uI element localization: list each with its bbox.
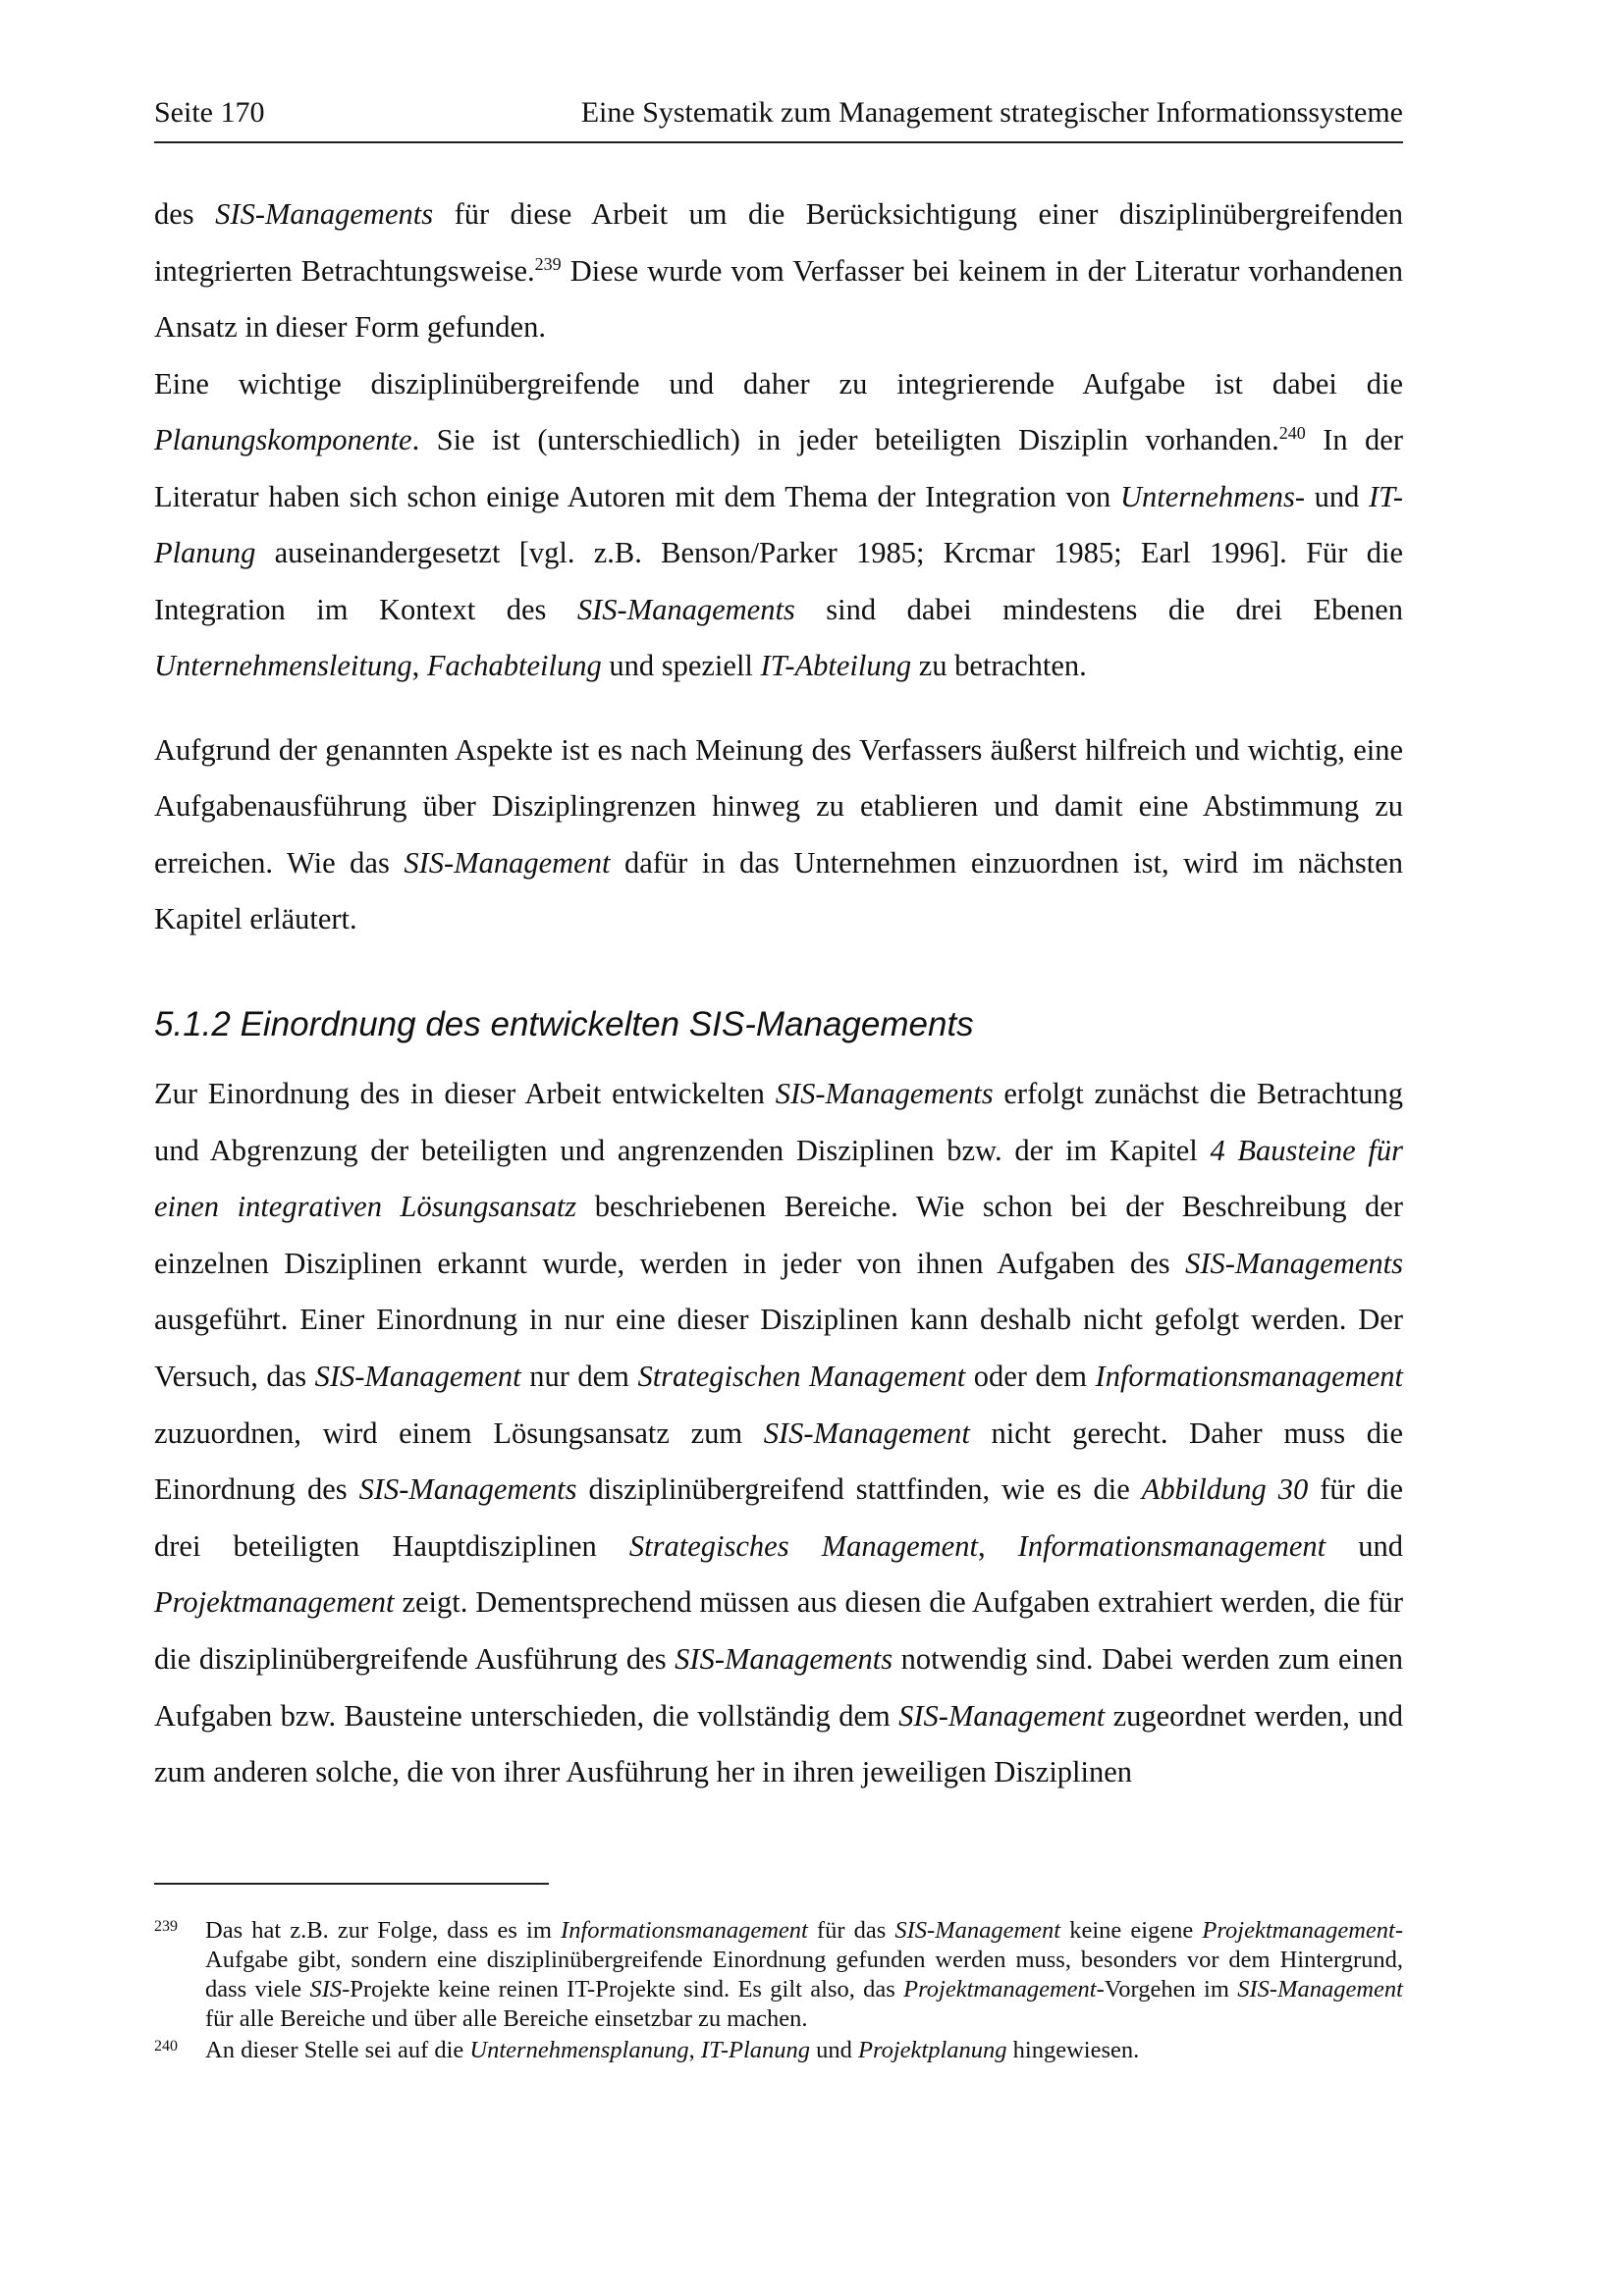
paragraph-2: [154, 356, 1403, 695]
text: ausgeführt. Einer Einordnung in nur eine dieser Disziplinen kann deshalb nicht gefolgt werden. Der Versuch, das: [154, 1303, 1403, 1393]
text: für diese Arbeit um die Berücksichtigung einer disziplinübergreifenden integrierten Betrachtungsweise.: [154, 197, 1403, 288]
text: auseinandergesetzt [vgl. z.B. Benson/Parker 1985; Krcmar 1985; Earl 1996]. Für die Integration im Kontext des: [154, 536, 1403, 626]
emphasis: IT-Planung: [700, 2037, 811, 2063]
emphasis: Strategisches Management: [628, 1528, 978, 1563]
emphasis: Planungskomponente: [154, 423, 412, 456]
text: und: [1304, 479, 1369, 513]
text: keine eigene: [1060, 1917, 1203, 1944]
paragraph-4: [154, 1066, 1403, 1801]
emphasis: Unternehmensleitung: [154, 649, 412, 682]
text: für alle Bereiche und über alle Bereiche einsetzbar zu machen.: [205, 2005, 808, 2032]
text: -Vorgehen im: [1096, 1976, 1238, 2002]
emphasis: IT-Abteilung: [760, 649, 912, 682]
footnote-number: 239: [154, 1918, 178, 1935]
emphasis: SIS-Managements: [215, 197, 434, 231]
text: ,: [411, 649, 427, 682]
emphasis: Fachabteilung: [426, 649, 602, 682]
text: dafür in das Unternehmen einzuordnen ist, wird im nächsten Kapitel erläutert.: [154, 845, 1404, 935]
figure-reference[interactable]: Abbildung 30: [1141, 1472, 1309, 1507]
emphasis: SIS-Management: [763, 1415, 970, 1450]
emphasis: Unternehmens-: [1119, 479, 1305, 513]
body-text-section: [154, 1066, 1403, 1801]
running-title: Eine Systematik zum Management strategischer Informationssysteme: [580, 96, 1403, 129]
emphasis: SIS-Management: [1237, 1976, 1403, 2002]
text: nur dem: [520, 1359, 638, 1393]
footnote-239: [154, 1916, 1403, 2034]
footnote-ref-239[interactable]: 239: [534, 253, 562, 274]
emphasis: Informationsmanagement: [1017, 1528, 1326, 1563]
footnote-number: 240: [154, 2038, 178, 2055]
chapter-reference[interactable]: 4 Bausteine für einen integrativen Lösungsansatz: [154, 1133, 1403, 1224]
text: erfolgt zunächst die Betrachtung und Abgrenzung der beteiligten und angrenzenden Disziplinen bzw. der im Kapitel: [154, 1077, 1404, 1167]
text: zu betrachten.: [911, 649, 1087, 682]
emphasis: Projektmanagement: [1202, 1917, 1395, 1944]
text: sind dabei mindestens die drei Ebenen: [794, 592, 1403, 626]
text: und: [810, 2037, 859, 2063]
emphasis: SIS: [309, 1976, 343, 2002]
emphasis: SIS-Managements: [675, 1641, 893, 1676]
text: Eine wichtige disziplinübergreifende und daher zu integrierende Aufgabe ist dabei die: [154, 366, 1403, 400]
text: ,: [688, 2037, 701, 2063]
text: zugeordnet werden, und zum anderen solche, die von ihrer Ausführung her in ihren jeweiligen Disziplinen: [154, 1698, 1403, 1789]
section-heading: 5.1.2 Einordnung des entwickelten SIS-Managements: [154, 1005, 974, 1043]
text: -Aufgabe gibt, sondern eine disziplinübergreifende Einordnung gefunden werden muss, besonders vor dem Hintergrund, dass viele: [205, 1917, 1403, 2002]
text: zeigt. Dementsprechend müssen aus diesen die Aufgaben extrahiert werden, die für die disziplinübergreifende Ausführung des: [154, 1585, 1403, 1676]
emphasis: Strategischen Management: [637, 1359, 966, 1393]
text: für die drei beteiligten Hauptdisziplinen: [154, 1472, 1404, 1563]
emphasis: SIS-Managements: [1185, 1246, 1403, 1280]
emphasis: SIS-Management: [898, 1698, 1106, 1733]
emphasis: Unternehmensplanung: [469, 2037, 689, 2063]
text: An dieser Stelle sei auf die: [205, 2037, 470, 2063]
text: nicht gerecht. Daher muss die Einordnung des: [154, 1415, 1403, 1507]
text: und speziell: [601, 649, 761, 682]
emphasis: Projektmanagement: [903, 1976, 1097, 2002]
emphasis: Informationsmanagement: [561, 1917, 808, 1944]
text: des: [154, 197, 216, 231]
emphasis: Informationsmanagement: [1095, 1359, 1403, 1393]
emphasis: Projektplanung: [858, 2037, 1007, 2063]
text: oder dem: [965, 1359, 1096, 1393]
emphasis: SIS-Managements: [358, 1472, 577, 1507]
emphasis: SIS-Management: [404, 845, 611, 880]
text: notwendig sind. Dabei werden zum einen Aufgaben bzw. Bausteine unterschieden, die vollständig dem: [154, 1641, 1403, 1733]
emphasis: SIS-Managements: [576, 592, 795, 626]
text: Das hat z.B. zur Folge, dass es im: [205, 1917, 562, 1944]
page-header: [154, 96, 1403, 143]
text: . Sie ist (unterschiedlich) in jeder beteiligten Disziplin vorhanden.: [411, 423, 1279, 456]
paragraph-3: [154, 722, 1403, 948]
page-number: Seite 170: [154, 96, 265, 129]
footnote-ref-240[interactable]: 240: [1278, 422, 1306, 443]
emphasis: Projektmanagement: [154, 1585, 395, 1620]
footnotes: [154, 1916, 1403, 2067]
text: -Projekte keine reinen IT-Projekte sind. Es gilt also, das: [342, 1976, 904, 2002]
text: Zur Einordnung des in dieser Arbeit entwickelten: [154, 1077, 776, 1110]
footnote-240: [154, 2036, 1403, 2065]
text: für das: [807, 1917, 895, 1944]
emphasis: IT-Planung: [154, 479, 1404, 569]
text: disziplinübergreifend stattfinden, wie es die: [576, 1472, 1142, 1507]
emphasis: SIS-Management: [314, 1359, 521, 1393]
text: ,: [977, 1528, 1018, 1563]
emphasis: SIS-Management: [894, 1917, 1061, 1944]
text: und: [1325, 1528, 1404, 1563]
footnote-divider: [154, 1883, 549, 1885]
paragraph-1: [154, 187, 1403, 356]
body-text-top: [154, 187, 1403, 948]
emphasis: SIS-Managements: [775, 1077, 994, 1110]
text: Aufgrund der genannten Aspekte ist es nach Meinung des Verfassers äußerst hilfreich und wichtig, eine Aufgabenausführung über Disziplingrenzen hinweg zu etablieren und damit eine Abstimmung zu erreichen. Wie das: [154, 732, 1403, 880]
text: zuzuordnen, wird einem Lösungsansatz zum: [154, 1415, 764, 1450]
text: Diese wurde vom Verfasser bei keinem in der Literatur vorhandenen Ansatz in dieser Form gefunden.: [154, 253, 1403, 344]
text: beschriebenen Bereiche. Wie schon bei der Beschreibung der einzelnen Disziplinen erkannt wurde, werden in jeder von ihnen Aufgaben des: [154, 1190, 1403, 1280]
text: In der Literatur haben sich schon einige Autoren mit dem Thema der Integration von: [154, 423, 1403, 513]
text: hingewiesen.: [1006, 2037, 1140, 2063]
